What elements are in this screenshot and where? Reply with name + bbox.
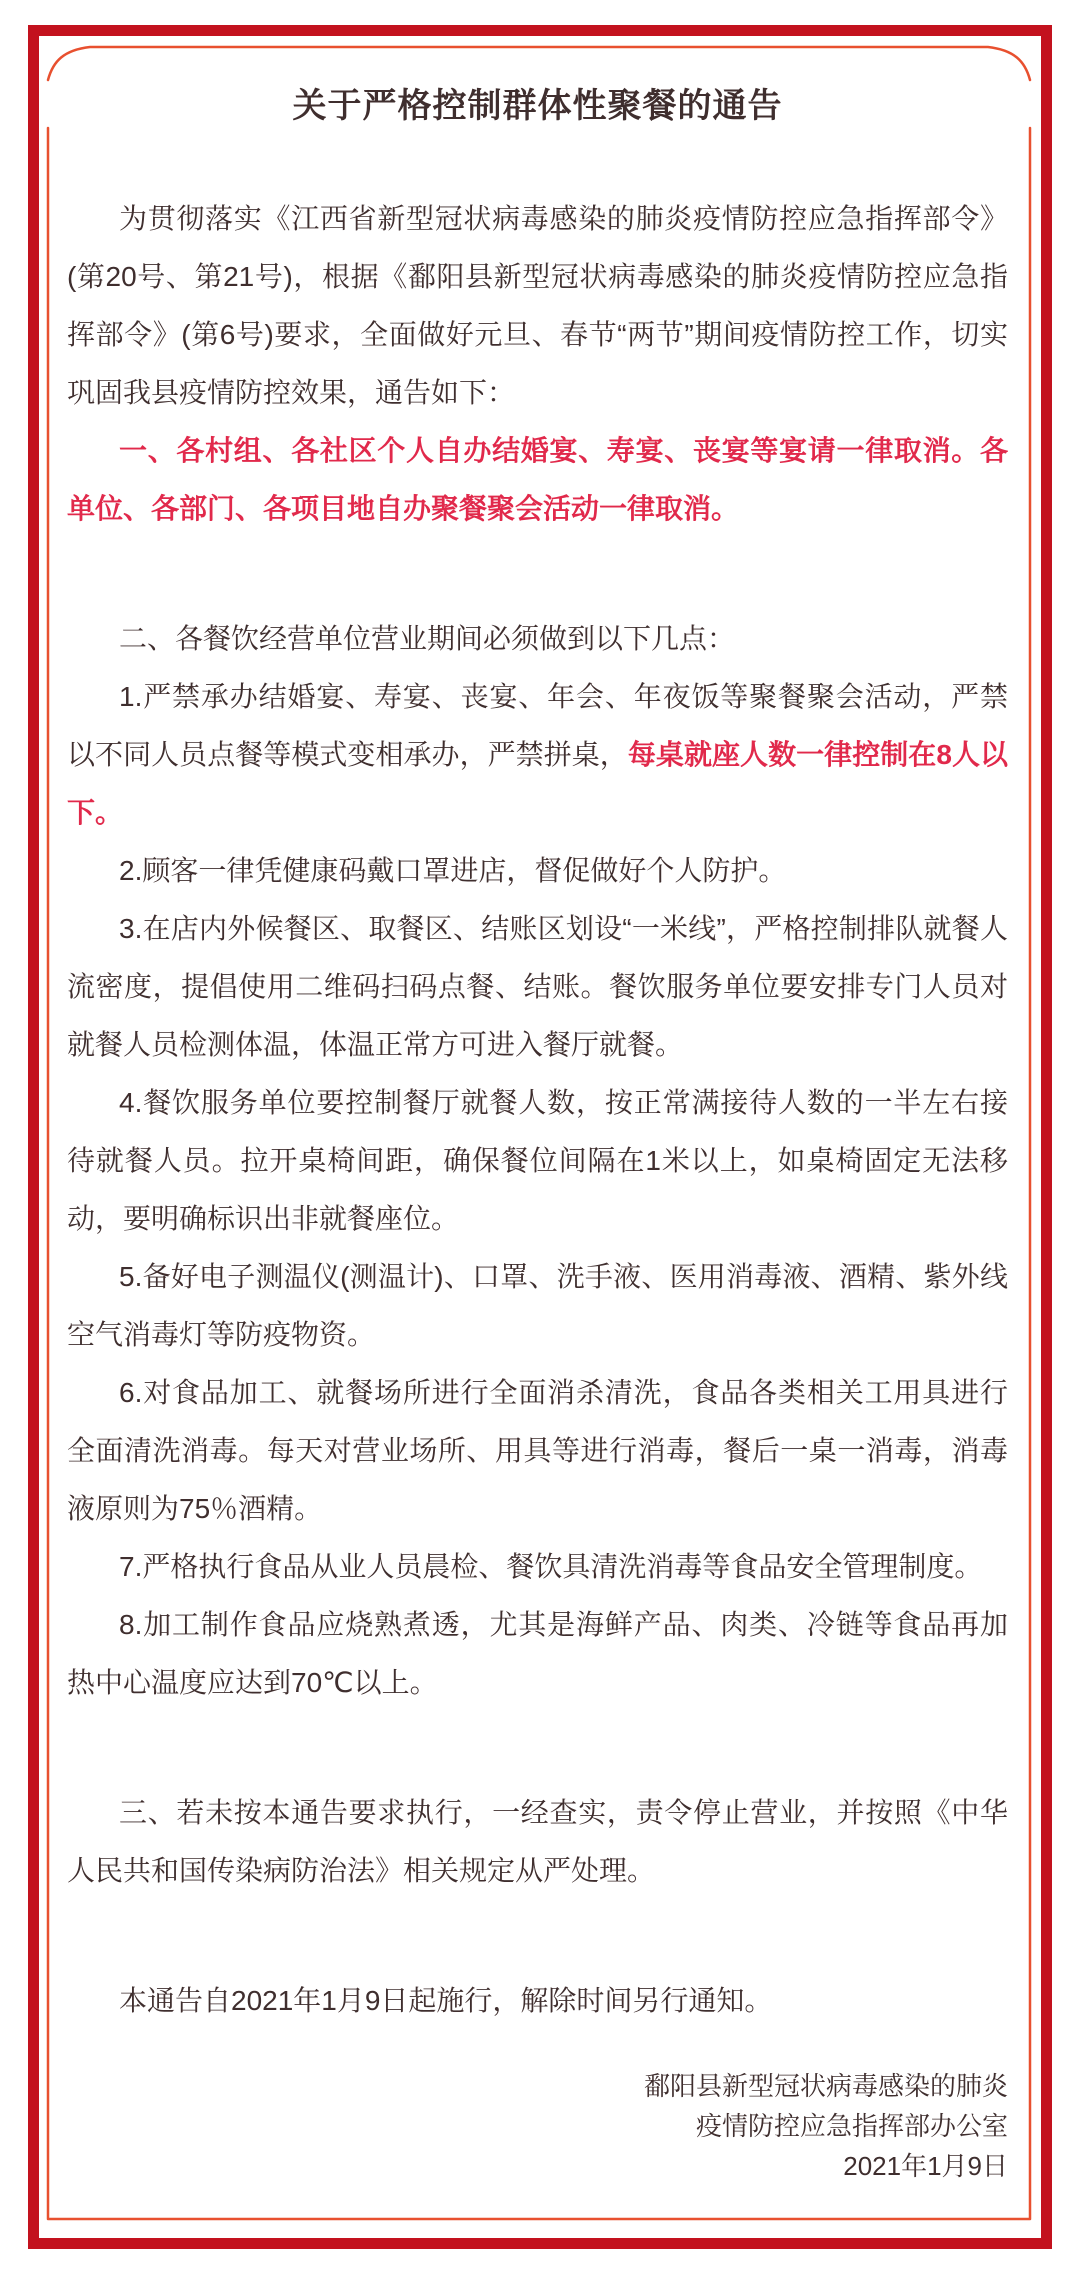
body-text: 7.严格执行食品从业人员晨检、餐饮具清洗消毒等食品安全管理制度。: [119, 1551, 983, 1582]
notice-paragraphs: [67, 190, 1008, 2030]
notice-paragraph: [67, 1248, 1008, 1364]
body-text: 6.对食品加工、就餐场所进行全面消杀清洗，食品各类相关工用具进行全面清洗消毒。每天对营业场所、用具等进行消毒，餐后一桌一消毒，消毒液原则为75％酒精。: [67, 1377, 1008, 1524]
notice-paragraph: [67, 1972, 1008, 2030]
notice-paragraph: [67, 610, 1008, 668]
body-text: 5.备好电子测温仪(测温计)、口罩、洗手液、医用消毒液、酒精、紫外线空气消毒灯等防疫物资。: [67, 1261, 1008, 1350]
signature-date: 2021年1月9日: [843, 2151, 1008, 2181]
notice-paragraph: [67, 842, 1008, 900]
body-text: 三、若未按本通告要求执行，一经查实，责令停止营业，并按照《中华人民共和国传染病防治法》相关规定从严处理。: [67, 1797, 1008, 1886]
notice-title: 关于严格控制群体性聚餐的通告: [292, 87, 783, 125]
body-text: 1.严禁承办结婚宴、寿宴、丧宴、年会、年夜饭等聚餐聚会活动，严禁以不同人员点餐等模式变相承办，严禁拼桌，: [67, 681, 1008, 770]
signature-block: [67, 2066, 1008, 2186]
notice-paragraph: [67, 668, 1008, 842]
notice-paragraph: [67, 1074, 1008, 1248]
body-text: 为贯彻落实《江西省新型冠状病毒感染的肺炎疫情防控应急指挥部令》(第20号、第21号)，根据《鄱阳县新型冠状病毒感染的肺炎疫情防控应急指挥部令》(第6号)要求，全面做好元旦、春节“两节”期间疫情防控工作，切实巩固我县疫情防控效果，通告如下：: [67, 203, 1008, 408]
body-text: 3.在店内外候餐区、取餐区、结账区划设“一米线”，严格控制排队就餐人流密度，提倡使用二维码扫码点餐、结账。餐饮服务单位要安排专门人员对就餐人员检测体温，体温正常方可进入餐厅就餐。: [67, 913, 1008, 1060]
body-text: 本通告自2021年1月9日起施行，解除时间另行通知。: [119, 1985, 773, 2016]
notice-paragraph: [67, 190, 1008, 422]
notice-paragraph: [67, 900, 1008, 1074]
notice-paragraph: [67, 1538, 1008, 1596]
notice-paragraph: [67, 1596, 1008, 1712]
body-text: 4.餐饮服务单位要控制餐厅就餐人数，按正常满接待人数的一半左右接待就餐人员。拉开桌椅间距，确保餐位间隔在1米以上，如桌椅固定无法移动，要明确标识出非就餐座位。: [67, 1087, 1008, 1234]
notice-body: [67, 86, 1008, 2186]
body-text: 二、各餐饮经营单位营业期间必须做到以下几点：: [119, 623, 736, 654]
signature-org-line-2: 疫情防控应急指挥部办公室: [695, 2111, 1008, 2141]
notice-paragraph: [67, 422, 1008, 538]
body-text: 8.加工制作食品应烧熟煮透，尤其是海鲜产品、肉类、冷链等食品再加热中心温度应达到70℃以上。: [67, 1609, 1008, 1698]
notice-paragraph: [67, 1364, 1008, 1538]
signature-org-line-1: 鄱阳县新型冠状病毒感染的肺炎: [643, 2071, 1008, 2101]
body-text: 2.顾客一律凭健康码戴口罩进店，督促做好个人防护。: [119, 855, 787, 886]
notice-paragraph: [67, 1784, 1008, 1900]
emphasis-text: 一、各村组、各社区个人自办结婚宴、寿宴、丧宴等宴请一律取消。各单位、各部门、各项目地自办聚餐聚会活动一律取消。: [67, 435, 1008, 524]
emphasis-text: 每桌就座人数一律控制在8人以下。: [67, 739, 1008, 828]
